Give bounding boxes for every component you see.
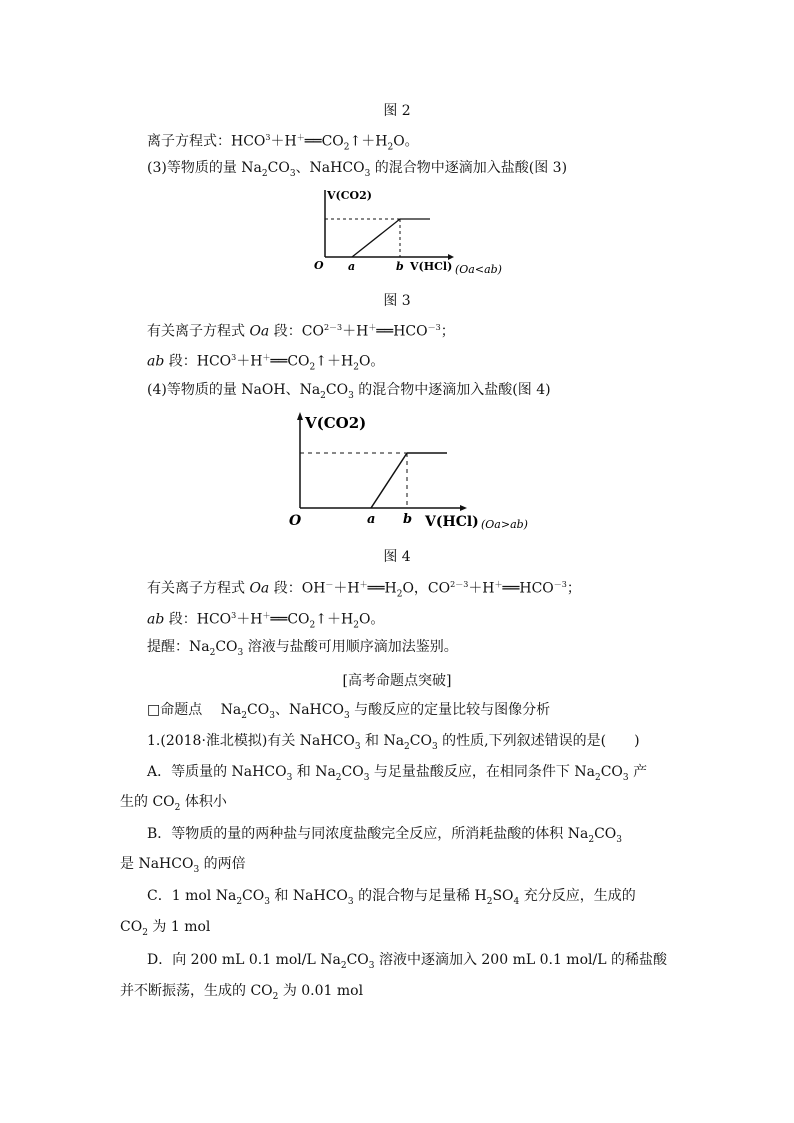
fig4-y-label: V(CO2) <box>305 414 367 432</box>
figure-3-caption: 图 3 <box>383 293 411 309</box>
fig4-oa-equation: 有关离子方程式 Oa 段：$OH^-+H^+══H_2O$，$CO^{2-3}+H^+══HCO^{-3}$； <box>147 580 581 600</box>
option-B-line1: B．等物质的量的两种盐与同浓度盐酸完全反应，所消耗盐酸的体积 $Na_2CO_3$ <box>147 826 623 845</box>
tip-label: 提醒： <box>147 639 189 655</box>
option-A-line1: A．等质量的 NaHCO$_3$ 和 $Na_2CO_3$ 与足量盐酸反应，在相同条件下 $Na_2CO_3$ 产 <box>147 764 648 783</box>
option-D-line1: D．向 200 mL 0.1 mol/L $Na_2CO_3$ 溶液中逐滴加入 200 mL 0.1 mol/L 的稀盐酸 <box>147 952 667 971</box>
fig4-oa-label: 有关离子方程式 Oa 段： <box>147 580 302 597</box>
tip-text: 溶液与盐酸可用顺序滴加法鉴别。 <box>247 639 458 655</box>
ion-equation-label: 离子方程式： <box>147 133 231 150</box>
fig3-oa-equation: 有关离子方程式 Oa 段：$CO^{2-3}+H^+══HCO^{-3}$； <box>147 323 455 340</box>
fig3-rise-line <box>352 219 400 257</box>
fig3-ab-label: ab 段： <box>147 353 197 370</box>
option-C-line1: C．1 mol $Na_2CO_3$ 和 NaHCO$_3$ 的混合物与足量稀 $H_2SO_4$ 充分反应，生成的 <box>147 888 636 907</box>
fig4-rise-line <box>371 453 407 508</box>
fig4-ab-label: ab 段： <box>147 611 197 628</box>
option-C-line2: $CO_2$ 为 1 mol <box>120 919 211 938</box>
topic-marker: □命题点 <box>147 702 203 718</box>
fig4-x-label: V(HCl) <box>425 514 479 530</box>
item-4-text: (4)等物质的量 NaOH、$Na_2CO_3$ 的混合物中逐滴加入盐酸(图 4) <box>147 382 551 401</box>
figure-3-chart <box>310 185 540 280</box>
item-3-text: (3)等物质的量 $Na_2CO_3$、NaHCO$_3$ 的混合物中逐滴加入盐酸(图 3) <box>147 160 568 179</box>
option-B-line2: 是 NaHCO$_3$ 的两倍 <box>120 856 246 875</box>
fig3-oa-label: 有关离子方程式 Oa 段： <box>147 323 302 340</box>
fig3-note: (Oa<ab) <box>455 263 502 276</box>
fig4-b-label: b <box>403 512 413 527</box>
figure-2-caption: 图 2 <box>383 103 411 119</box>
tip-line: 提醒：$Na_2CO_3$ 溶液与盐酸可用顺序滴加法鉴别。 <box>147 639 458 658</box>
fig4-y-arrow <box>297 412 303 420</box>
fig3-b-label: b <box>396 260 404 273</box>
fig4-note: (Oa>ab) <box>481 518 528 531</box>
fig3-x-label: V(HCl) <box>410 260 453 273</box>
figure-4-caption: 图 4 <box>383 549 411 565</box>
section-title: [高考命题点突破] <box>342 673 452 689</box>
topic-line: □命题点 $Na_2CO_3$、NaHCO$_3$ 与酸反应的定量比较与图像分析 <box>147 702 551 721</box>
fig4-a-label: a <box>367 512 376 527</box>
question-1-stem: 1.(2018·淮北模拟)有关 NaHCO$_3$ 和 $Na_2CO_3$ 的性质,下列叙述错误的是( ) <box>147 733 640 752</box>
fig4-x-arrow <box>460 505 467 511</box>
fig4-origin: O <box>289 513 302 529</box>
fig3-ab-equation: ab 段：$HCO^3+H^+══CO_2↑+H_2O$。 <box>147 353 385 373</box>
fig4-ab-equation: ab 段：$HCO^3+H^+══CO_2↑+H_2O$。 <box>147 611 385 631</box>
fig3-origin: O <box>314 259 324 272</box>
option-D-line2: 并不断振荡，生成的 $CO_2$ 为 0.01 mol <box>120 983 364 1002</box>
figure-4-chart <box>285 408 565 538</box>
ion-equation-fig2: 离子方程式：$HCO^3+H^+══CO_2↑+H_2O$。 <box>147 133 419 153</box>
fig3-y-label: V(CO2) <box>327 189 372 202</box>
option-A-line2: 生的 $CO_2$ 体积小 <box>120 794 227 813</box>
fig3-a-label: a <box>348 260 356 273</box>
